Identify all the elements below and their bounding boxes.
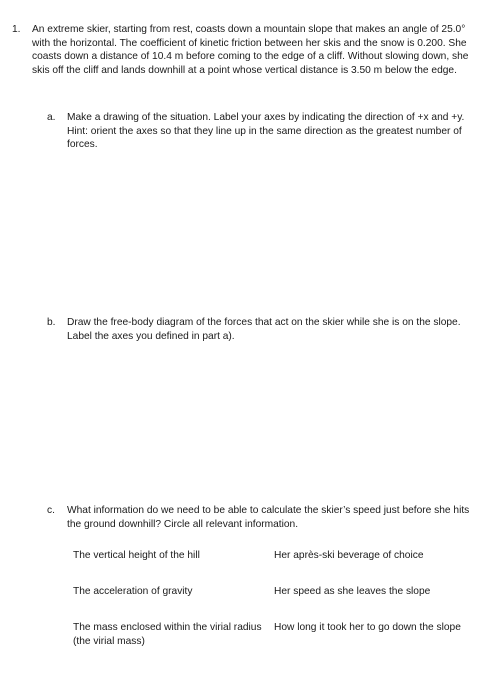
part-b-text: Draw the free-body diagram of the forces that act on the skier while she is on the slope. Label the axes you defined in part a). bbox=[67, 317, 461, 342]
part-c bbox=[47, 504, 472, 531]
part-a-text: Make a drawing of the situation. Label your axes by indicating the direction of +x and +y. Hint: orient the axes so that they line up in the same direction as the greatest number of forces. bbox=[67, 112, 465, 151]
option-acceleration-of-gravity[interactable]: The acceleration of gravity bbox=[73, 586, 193, 597]
part-b-letter: b. bbox=[47, 317, 56, 328]
option-time-down-slope[interactable]: How long it took her to go down the slope bbox=[274, 622, 461, 633]
part-a bbox=[47, 111, 472, 152]
part-a-letter: a. bbox=[47, 112, 56, 123]
option-apres-ski-beverage[interactable]: Her après-ski beverage of choice bbox=[274, 550, 424, 561]
option-speed-leaving-slope[interactable]: Her speed as she leaves the slope bbox=[274, 586, 431, 597]
option-virial-mass[interactable]: The mass enclosed within the virial radius (the virial mass) bbox=[73, 622, 262, 647]
question-number: 1. bbox=[12, 24, 21, 35]
option-vertical-height[interactable]: The vertical height of the hill bbox=[73, 550, 200, 561]
question-text: An extreme skier, starting from rest, coasts down a mountain slope that makes an angle of 25.0° with the horizontal. The coefficient of kinetic friction between her skis and the snow is 0.200. She coasts down a distance of 10.4 m before coming to the edge of a cliff. Without slowing down, she skis off the cliff and lands downhill at a point whose vertical distance is 3.50 m below the edge. bbox=[32, 24, 469, 76]
part-c-letter: c. bbox=[47, 505, 55, 516]
part-c-text: What information do we need to be able to calculate the skier’s speed just before she hits the ground downhill? Circle all relevant information. bbox=[67, 505, 470, 530]
part-b bbox=[47, 316, 472, 343]
